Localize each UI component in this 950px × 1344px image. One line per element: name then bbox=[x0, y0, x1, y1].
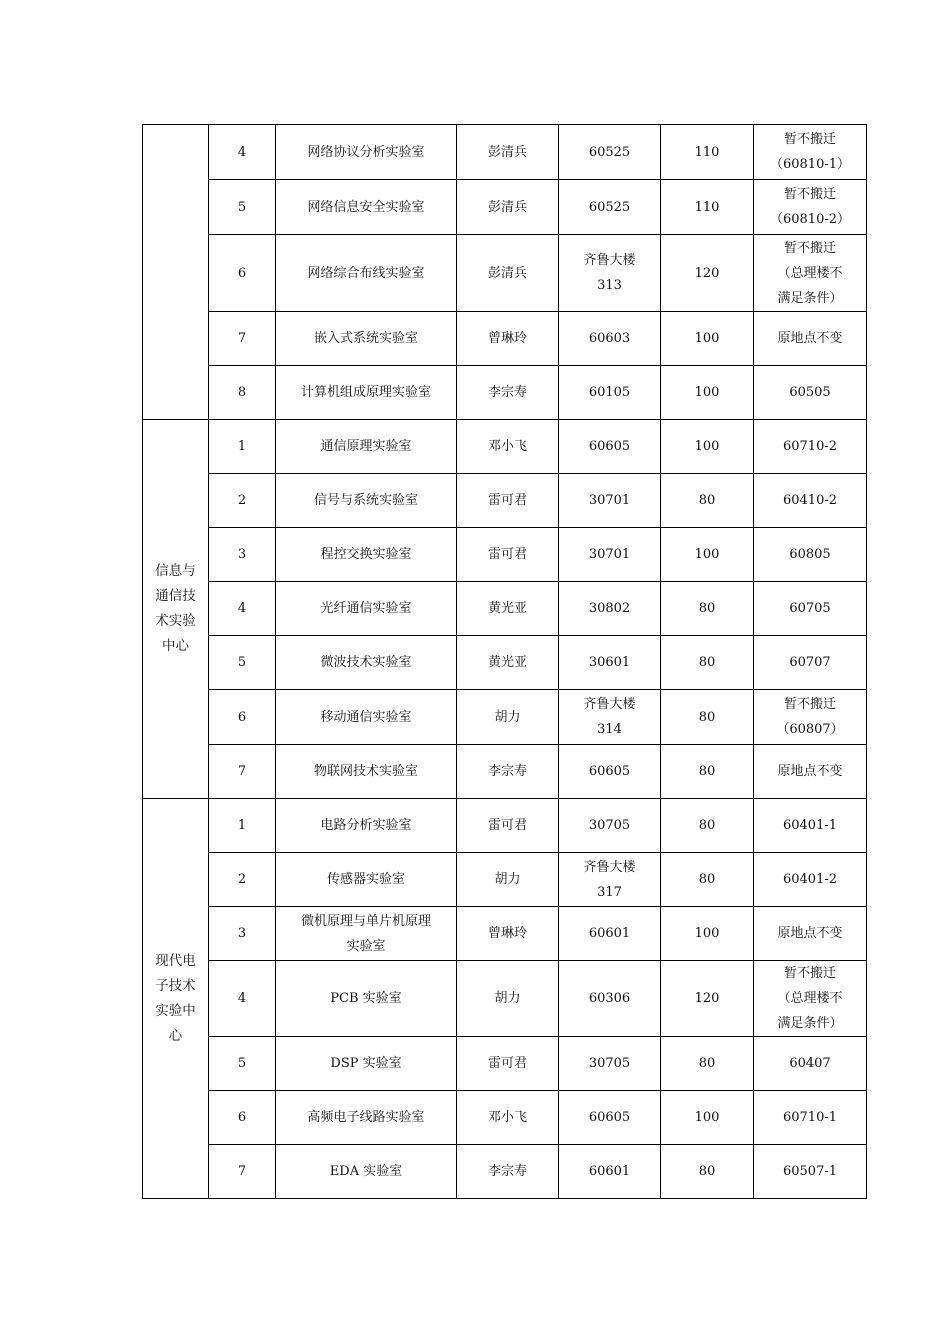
teacher-name-cell: 邓小飞 bbox=[457, 420, 559, 474]
area-cell: 80 bbox=[661, 690, 754, 745]
new-location-cell: 60410-2 bbox=[754, 474, 867, 528]
table-row bbox=[143, 745, 867, 799]
center-name-cell bbox=[143, 125, 209, 420]
area-cell: 80 bbox=[661, 1037, 754, 1091]
table-row bbox=[143, 799, 867, 853]
lab-name-cell: 微机原理与单片机原理 实验室 bbox=[276, 907, 457, 961]
table-row bbox=[143, 420, 867, 474]
area-cell: 80 bbox=[661, 636, 754, 690]
row-number-cell: 2 bbox=[209, 853, 276, 907]
area-cell: 120 bbox=[661, 235, 754, 312]
area-cell: 100 bbox=[661, 528, 754, 582]
area-cell: 100 bbox=[661, 907, 754, 961]
current-location-cell: 齐鲁大楼 313 bbox=[559, 235, 661, 312]
table-row bbox=[143, 180, 867, 235]
table-row bbox=[143, 235, 867, 312]
area-cell: 80 bbox=[661, 853, 754, 907]
teacher-name-cell: 曾琳玲 bbox=[457, 907, 559, 961]
teacher-name-cell: 胡力 bbox=[457, 690, 559, 745]
lab-name-cell: 网络综合布线实验室 bbox=[276, 235, 457, 312]
new-location-cell: 暂不搬迁 （60810-2） bbox=[754, 180, 867, 235]
lab-name-cell: 电路分析实验室 bbox=[276, 799, 457, 853]
area-cell: 100 bbox=[661, 312, 754, 366]
row-number-cell: 4 bbox=[209, 961, 276, 1037]
row-number-cell: 1 bbox=[209, 799, 276, 853]
row-number-cell: 3 bbox=[209, 528, 276, 582]
current-location-cell: 60525 bbox=[559, 125, 661, 180]
row-number-cell: 7 bbox=[209, 745, 276, 799]
table-row bbox=[143, 474, 867, 528]
lab-name-cell: 移动通信实验室 bbox=[276, 690, 457, 745]
current-location-cell: 60105 bbox=[559, 366, 661, 420]
table-row bbox=[143, 907, 867, 961]
current-location-cell: 60603 bbox=[559, 312, 661, 366]
teacher-name-cell: 李宗寿 bbox=[457, 745, 559, 799]
row-number-cell: 7 bbox=[209, 1145, 276, 1199]
table-row bbox=[143, 312, 867, 366]
teacher-name-cell: 雷可君 bbox=[457, 474, 559, 528]
row-number-cell: 6 bbox=[209, 1091, 276, 1145]
lab-relocation-table bbox=[142, 124, 867, 1199]
row-number-cell: 1 bbox=[209, 420, 276, 474]
teacher-name-cell: 雷可君 bbox=[457, 799, 559, 853]
new-location-cell: 60710-2 bbox=[754, 420, 867, 474]
area-cell: 100 bbox=[661, 1091, 754, 1145]
new-location-cell: 60710-1 bbox=[754, 1091, 867, 1145]
new-location-cell: 暂不搬迁 （总理楼不 满足条件） bbox=[754, 235, 867, 312]
table-row bbox=[143, 961, 867, 1037]
table-row bbox=[143, 582, 867, 636]
new-location-cell: 暂不搬迁 （60810-1） bbox=[754, 125, 867, 180]
current-location-cell: 60525 bbox=[559, 180, 661, 235]
current-location-cell: 30701 bbox=[559, 528, 661, 582]
new-location-cell: 60507-1 bbox=[754, 1145, 867, 1199]
area-cell: 80 bbox=[661, 799, 754, 853]
teacher-name-cell: 黄光亚 bbox=[457, 582, 559, 636]
current-location-cell: 60605 bbox=[559, 420, 661, 474]
lab-name-cell: 高频电子线路实验室 bbox=[276, 1091, 457, 1145]
table-row bbox=[143, 853, 867, 907]
current-location-cell: 30705 bbox=[559, 1037, 661, 1091]
table-row bbox=[143, 1091, 867, 1145]
current-location-cell: 齐鲁大楼 317 bbox=[559, 853, 661, 907]
current-location-cell: 60605 bbox=[559, 1091, 661, 1145]
table-row bbox=[143, 636, 867, 690]
teacher-name-cell: 邓小飞 bbox=[457, 1091, 559, 1145]
current-location-cell: 60601 bbox=[559, 907, 661, 961]
teacher-name-cell: 李宗寿 bbox=[457, 1145, 559, 1199]
lab-name-cell: 光纤通信实验室 bbox=[276, 582, 457, 636]
teacher-name-cell: 彭清兵 bbox=[457, 180, 559, 235]
new-location-cell: 60707 bbox=[754, 636, 867, 690]
lab-name-cell: 信号与系统实验室 bbox=[276, 474, 457, 528]
current-location-cell: 60605 bbox=[559, 745, 661, 799]
table-row bbox=[143, 690, 867, 745]
row-number-cell: 3 bbox=[209, 907, 276, 961]
row-number-cell: 6 bbox=[209, 235, 276, 312]
current-location-cell: 30705 bbox=[559, 799, 661, 853]
teacher-name-cell: 雷可君 bbox=[457, 1037, 559, 1091]
row-number-cell: 4 bbox=[209, 582, 276, 636]
center-name-cell: 信息与 通信技 术实验 中心 bbox=[143, 420, 209, 799]
new-location-cell: 暂不搬迁 （总理楼不 满足条件） bbox=[754, 961, 867, 1037]
area-cell: 80 bbox=[661, 582, 754, 636]
area-cell: 120 bbox=[661, 961, 754, 1037]
area-cell: 110 bbox=[661, 125, 754, 180]
row-number-cell: 2 bbox=[209, 474, 276, 528]
teacher-name-cell: 彭清兵 bbox=[457, 235, 559, 312]
teacher-name-cell: 黄光亚 bbox=[457, 636, 559, 690]
table-row bbox=[143, 528, 867, 582]
new-location-cell: 暂不搬迁 （60807） bbox=[754, 690, 867, 745]
row-number-cell: 5 bbox=[209, 1037, 276, 1091]
current-location-cell: 30701 bbox=[559, 474, 661, 528]
current-location-cell: 60306 bbox=[559, 961, 661, 1037]
teacher-name-cell: 曾琳玲 bbox=[457, 312, 559, 366]
lab-name-cell: 传感器实验室 bbox=[276, 853, 457, 907]
current-location-cell: 齐鲁大楼 314 bbox=[559, 690, 661, 745]
center-name-cell: 现代电 子技术 实验中 心 bbox=[143, 799, 209, 1199]
lab-name-cell: 网络协议分析实验室 bbox=[276, 125, 457, 180]
lab-name-cell: 嵌入式系统实验室 bbox=[276, 312, 457, 366]
row-number-cell: 6 bbox=[209, 690, 276, 745]
current-location-cell: 60601 bbox=[559, 1145, 661, 1199]
row-number-cell: 5 bbox=[209, 636, 276, 690]
lab-name-cell: 物联网技术实验室 bbox=[276, 745, 457, 799]
lab-name-cell: EDA 实验室 bbox=[276, 1145, 457, 1199]
new-location-cell: 60401-1 bbox=[754, 799, 867, 853]
table-row bbox=[143, 1145, 867, 1199]
table-row bbox=[143, 366, 867, 420]
new-location-cell: 原地点不变 bbox=[754, 907, 867, 961]
area-cell: 110 bbox=[661, 180, 754, 235]
row-number-cell: 4 bbox=[209, 125, 276, 180]
row-number-cell: 7 bbox=[209, 312, 276, 366]
lab-name-cell: 微波技术实验室 bbox=[276, 636, 457, 690]
teacher-name-cell: 彭清兵 bbox=[457, 125, 559, 180]
new-location-cell: 60407 bbox=[754, 1037, 867, 1091]
new-location-cell: 60705 bbox=[754, 582, 867, 636]
table-row bbox=[143, 125, 867, 180]
area-cell: 100 bbox=[661, 420, 754, 474]
lab-name-cell: PCB 实验室 bbox=[276, 961, 457, 1037]
row-number-cell: 8 bbox=[209, 366, 276, 420]
area-cell: 80 bbox=[661, 745, 754, 799]
area-cell: 80 bbox=[661, 474, 754, 528]
teacher-name-cell: 李宗寿 bbox=[457, 366, 559, 420]
current-location-cell: 30802 bbox=[559, 582, 661, 636]
teacher-name-cell: 胡力 bbox=[457, 961, 559, 1037]
row-number-cell: 5 bbox=[209, 180, 276, 235]
teacher-name-cell: 胡力 bbox=[457, 853, 559, 907]
new-location-cell: 原地点不变 bbox=[754, 312, 867, 366]
lab-name-cell: 通信原理实验室 bbox=[276, 420, 457, 474]
new-location-cell: 60505 bbox=[754, 366, 867, 420]
area-cell: 100 bbox=[661, 366, 754, 420]
area-cell: 80 bbox=[661, 1145, 754, 1199]
lab-name-cell: 计算机组成原理实验室 bbox=[276, 366, 457, 420]
teacher-name-cell: 雷可君 bbox=[457, 528, 559, 582]
new-location-cell: 原地点不变 bbox=[754, 745, 867, 799]
new-location-cell: 60401-2 bbox=[754, 853, 867, 907]
table-row bbox=[143, 1037, 867, 1091]
lab-name-cell: DSP 实验室 bbox=[276, 1037, 457, 1091]
lab-name-cell: 网络信息安全实验室 bbox=[276, 180, 457, 235]
new-location-cell: 60805 bbox=[754, 528, 867, 582]
lab-name-cell: 程控交换实验室 bbox=[276, 528, 457, 582]
current-location-cell: 30601 bbox=[559, 636, 661, 690]
